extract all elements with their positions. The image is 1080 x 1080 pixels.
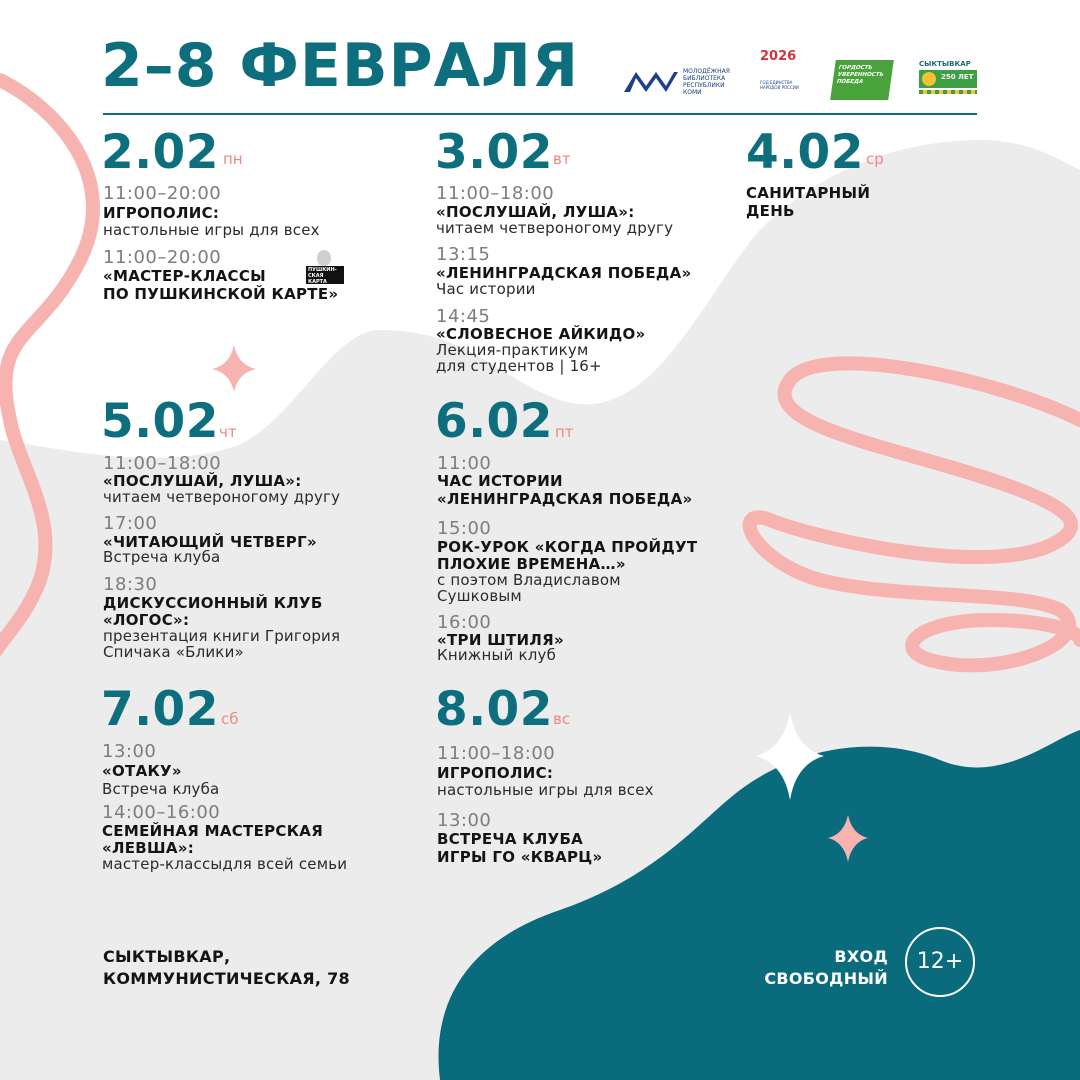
day-date: 7.02 [101,682,219,737]
event-description: Встреча клуба [103,548,221,566]
day-date: 5.02 [101,394,219,449]
event-title: «ПОСЛУШАЙ, ЛУША»: [103,472,302,490]
event-title: «ПОСЛУШАЙ, ЛУША»: [436,203,635,221]
event-description: Спичака «Блики» [103,643,244,661]
event-title: ИГРОПОЛИС: [437,764,554,782]
event-time: 11:00–18:00 [436,183,555,204]
event-title: «СЛОВЕСНОЕ АЙКИДО» [436,325,646,343]
event-title: ПЛОХИЕ ВРЕМЕНА…» [437,555,626,573]
event-description: настольные игры для всех [437,781,654,799]
event-description: Час истории [436,280,536,298]
event-title: ИГРЫ ГО «КВАРЦ» [437,848,603,866]
day-weekday: вт [553,150,571,168]
event-title: «ЛЕНИНГРАДСКАЯ ПОБЕДА» [437,490,693,508]
day-weekday: сб [221,710,239,728]
free-entry-label [756,946,888,990]
event-time: 15:00 [437,518,492,539]
event-description: презентация книги Григория [103,627,341,645]
day-weekday: чт [219,423,237,441]
venue-address [103,946,350,990]
event-title: ПО ПУШКИНСКОЙ КАРТЕ» [103,285,339,303]
address-city: СЫКТЫВКАР, [103,947,231,966]
event-time: 13:00 [102,741,157,762]
event-title: СЕМЕЙНАЯ МАСТЕРСКАЯ [102,822,324,840]
free-entry-line: ВХОД [834,947,888,966]
event-time: 14:00–16:00 [102,802,221,823]
year-2026-logo-icon [760,50,806,94]
event-title: ВСТРЕЧА КЛУБА [437,830,584,848]
pride-logo-text: ГОРДОСТЬ УВЕРЕННОСТЬ ПОБЕДА [836,65,884,85]
day-weekday: пн [223,150,243,168]
age-rating-text: 12+ [916,949,964,974]
event-description: с поэтом Владиславом [437,571,621,589]
event-time: 11:00–20:00 [103,183,222,204]
event-title: ЧАС ИСТОРИИ [437,472,563,490]
syktyvkar-250-logo-icon [919,60,977,100]
day-weekday: вс [553,710,571,728]
event-title: ИГРОПОЛИС: [103,204,220,222]
city-logo-years: 250 ЛЕТ [941,73,974,81]
event-title: «МАСТЕР-КЛАССЫ [103,267,267,285]
event-title: «ЛЕВША»: [102,839,195,857]
city-logo-strip [919,90,977,94]
event-description: для студентов | 16+ [436,357,602,375]
age-rating-badge [905,927,975,997]
event-time: 18:30 [103,574,158,595]
day-weekday: ср [866,150,884,168]
day-date: 3.02 [435,125,553,180]
day-weekday: пт [555,423,574,441]
event-title: ДИСКУССИОННЫЙ КЛУБ [103,594,323,612]
event-title: РОК-УРОК «КОГДА ПРОЙДУТ [437,538,698,556]
day-date: 8.02 [435,682,553,737]
pushkin-card-label: ПУШКИН-СКАЯ КАРТА [306,266,344,284]
day-date: 2.02 [101,125,219,180]
event-description: Лекция-практикум [436,341,589,359]
event-title: «ОТАКУ» [102,762,182,780]
event-time: 13:15 [436,244,491,265]
sun-icon [922,72,936,86]
event-title: «ЛЕНИНГРАДСКАЯ ПОБЕДА» [436,264,692,282]
event-description: читаем четвероногому другу [103,488,341,506]
event-description: Сушковым [437,587,522,605]
event-time: 11:00–18:00 [437,743,556,764]
header-divider [103,113,977,115]
event-time: 13:00 [437,810,492,831]
event-description: читаем четвероногому другу [436,219,674,237]
event-description: Встреча клуба [102,780,220,798]
event-title: ДЕНЬ [746,202,795,220]
event-title: «ЧИТАЮЩИЙ ЧЕТВЕРГ» [103,533,317,551]
library-logo-icon [622,66,734,96]
day-date: 6.02 [435,394,553,449]
event-title: «ЛОГОС»: [103,611,190,629]
year-logo-number: 2026 [760,49,797,64]
pride-logo-icon [830,60,894,100]
pushkin-portrait-icon [317,250,331,266]
page-title: 2–8 ФЕВРАЛЯ [101,31,580,101]
day-date: 4.02 [746,125,864,180]
event-description: Книжный клуб [437,646,557,664]
event-description: мастер-классыдля всей семьи [102,855,348,873]
event-description: настольные игры для всех [103,221,320,239]
library-logo-text: МОЛОДЁЖНАЯ БИБЛИОТЕКА РЕСПУБЛИКИ КОМИ [683,68,730,96]
event-time: 17:00 [103,513,158,534]
library-mark-icon [622,68,680,94]
event-time: 11:00 [437,453,492,474]
event-title: «ТРИ ШТИЛЯ» [437,631,565,649]
event-time: 11:00–18:00 [103,453,222,474]
pushkin-card-icon [306,250,344,284]
year-logo-caption: ГОД ЕДИНСТВА НАРОДОВ РОССИИ [760,80,799,90]
event-time: 14:45 [436,306,491,327]
event-title: САНИТАРНЫЙ [746,184,871,202]
free-entry-line: СВОБОДНЫЙ [764,969,888,988]
address-street: КОММУНИСТИЧЕСКАЯ, 78 [103,969,350,988]
city-logo-name: СЫКТЫВКАР [919,60,971,68]
event-time: 11:00–20:00 [103,247,222,268]
event-time: 16:00 [437,612,492,633]
